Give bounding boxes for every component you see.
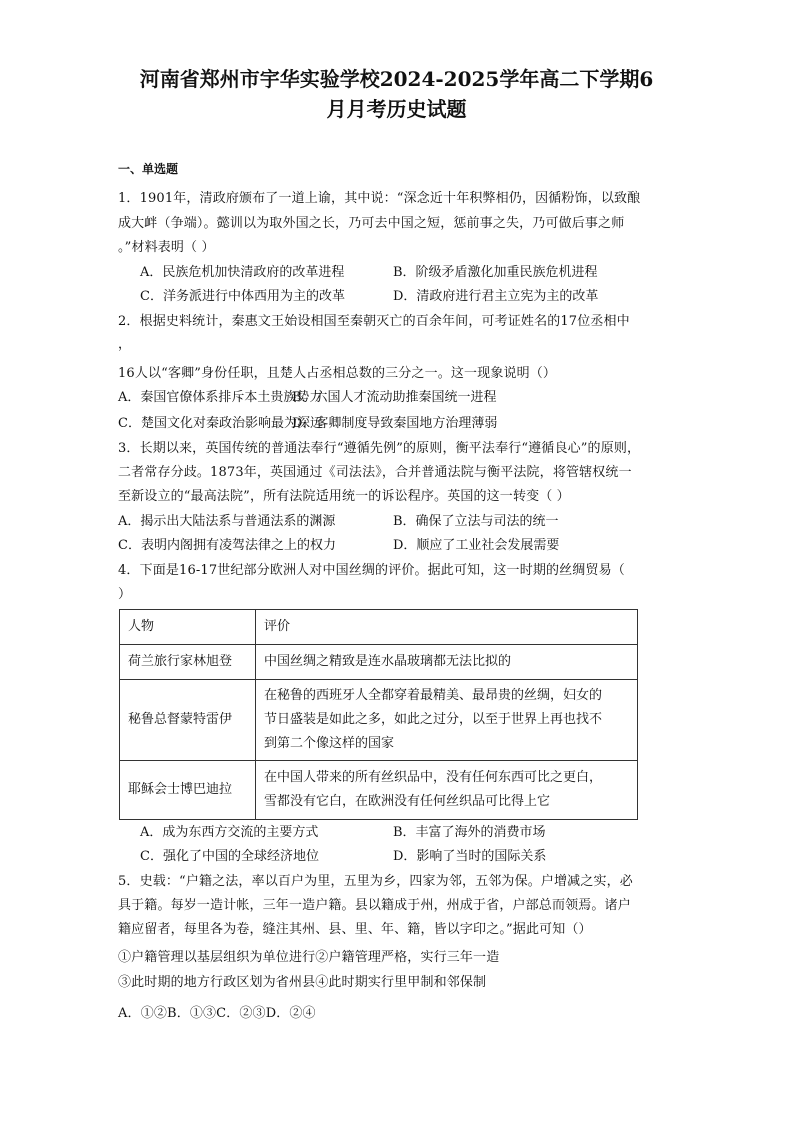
- q1-stem-line: 。”材料表明（ ）: [118, 240, 215, 255]
- q3-option-b[interactable]: B．确保了立法与司法的统一: [393, 514, 559, 529]
- q2-option-c[interactable]: C．楚国文化对秦政治影响最为深远: [118, 416, 323, 431]
- q5-statement-line: ③此时期的地方行政区划为省州县④此时期实行里甲制和邻保制: [118, 975, 487, 990]
- evaluation-line: 中国丝绸之精致是连水晶玻璃都无法比拟的: [264, 654, 512, 669]
- table-row: [120, 761, 638, 820]
- table-header-person: 人物: [120, 610, 256, 645]
- evaluation-line: 在秘鲁的西班牙人全都穿着最精美、最昂贵的丝绸，妇女的: [264, 688, 603, 703]
- table-header-evaluation: 评价: [256, 610, 638, 645]
- q2-stem-line: 16人以“客卿”身份任职，且楚人占丞相总数的三分之一。这一现象说明（）: [118, 366, 557, 381]
- table-cell-person: 荷兰旅行家林旭登: [120, 645, 256, 680]
- q2-option-d[interactable]: D．客卿制度导致秦国地方治理薄弱: [292, 416, 498, 431]
- evaluation-line: 节日盛装是如此之多，如此之过分，以至于世界上再也找不: [264, 712, 603, 727]
- q5-statement-line: ①户籍管理以基层组织为单位进行②户籍管理严格，实行三年一造: [118, 950, 500, 965]
- table-row: [120, 645, 638, 680]
- title-line-1: 河南省郑州市宇华实验学校2024-2025学年高二下学期6: [139, 67, 654, 91]
- exam-title: [100, 64, 693, 124]
- table-cell-evaluation: [256, 761, 638, 820]
- q1-option-c[interactable]: C．洋务派进行中体西用为主的改革: [140, 289, 345, 304]
- q1-option-a[interactable]: A．民族危机加快清政府的改革进程: [140, 265, 345, 280]
- table-cell-person: 秘鲁总督蒙特雷伊: [120, 680, 256, 761]
- q3-stem-line: 3．长期以来，英国传统的普通法奉行“遵循先例”的原则，衡平法奉行“遵循良心”的原则，: [118, 441, 641, 456]
- evaluation-line: 在中国人带来的所有丝织品中，没有任何东西可比之更白，: [264, 770, 603, 785]
- q1-stem-line: 1．1901年，清政府颁布了一道上谕，其中说：“深念近十年积弊相仍，因循粉饰，以致酿: [118, 191, 641, 206]
- q1-option-b[interactable]: B．阶级矛盾激化加重民族危机进程: [393, 265, 598, 280]
- q3-option-c[interactable]: C．表明内阁拥有凌驾法律之上的权力: [118, 538, 336, 553]
- table-header-row: [120, 610, 638, 645]
- q5-stem-line: 5．史载：“户籍之法，率以百户为里，五里为乡，四家为邻，五邻为保。户增减之实，必: [118, 874, 633, 889]
- q2-option-a[interactable]: A．秦国官僚体系排斥本土贵族势力: [118, 390, 323, 405]
- q4-stem-line: 4．下面是16-17世纪部分欧洲人对中国丝绸的评价。据此可知，这一时期的丝绸贸易（: [118, 563, 625, 578]
- q1-stem-line: 成大衅（争端）。懿训以为取外国之长，乃可去中国之短，惩前事之失，乃可做后事之师: [118, 216, 625, 231]
- q1-option-d[interactable]: D．清政府进行君主立宪为主的改革: [393, 289, 599, 304]
- q4-option-d[interactable]: D．影响了当时的国际关系: [393, 849, 547, 864]
- q2-option-b[interactable]: B．六国人才流动助推秦国统一进程: [292, 390, 497, 405]
- title-line-2: 月月考历史试题: [326, 97, 467, 121]
- q3-option-a[interactable]: A．揭示出大陆法系与普通法系的渊源: [118, 514, 336, 529]
- q3-stem-line: 二者常存分歧。1873年，英国通过《司法法》，合并普通法院与衡平法院，将管辖权统一: [118, 465, 632, 480]
- evaluation-line: 雪都没有它白，在欧洲没有任何丝织品可比得上它: [264, 794, 551, 809]
- q5-stem-line: 籍应留者，每里各为卷，缝注其州、县、里、年、籍，皆以字印之。”据此可知（）: [118, 922, 592, 937]
- q4-option-c[interactable]: C．强化了中国的全球经济地位: [140, 849, 319, 864]
- q4-option-a[interactable]: A．成为东西方交流的主要方式: [140, 825, 319, 840]
- q3-stem-line: 至新设立的“最高法院”，所有法院适用统一的诉讼程序。英国的这一转变（ ）: [118, 489, 570, 504]
- q5-options[interactable]: A．①②B．①③C．②③D．②④: [118, 1006, 316, 1021]
- q2-stem-line: ，: [118, 337, 132, 352]
- table-row: [120, 680, 638, 761]
- table-cell-evaluation: [256, 680, 638, 761]
- q3-option-d[interactable]: D．顺应了工业社会发展需要: [393, 538, 560, 553]
- q4-option-b[interactable]: B．丰富了海外的消费市场: [393, 825, 546, 840]
- table-cell-person: 耶稣会士博巴迪拉: [120, 761, 256, 820]
- q4-stem-line: ）: [118, 587, 132, 602]
- q2-stem-line: 2．根据史料统计，秦惠文王始设相国至秦朝灭亡的百余年间，可考证姓名的17位丞相中: [118, 314, 630, 329]
- table-cell-evaluation: [256, 645, 638, 680]
- section-heading: 一、单选题: [118, 162, 179, 176]
- evaluation-line: 到第二个像这样的国家: [264, 736, 395, 751]
- silk-evaluation-table: [119, 609, 638, 820]
- q5-stem-line: 具于籍。每岁一造计帐，三年一造户籍。县以籍成于州，州成于省，户部总而领焉。诸户: [118, 898, 631, 913]
